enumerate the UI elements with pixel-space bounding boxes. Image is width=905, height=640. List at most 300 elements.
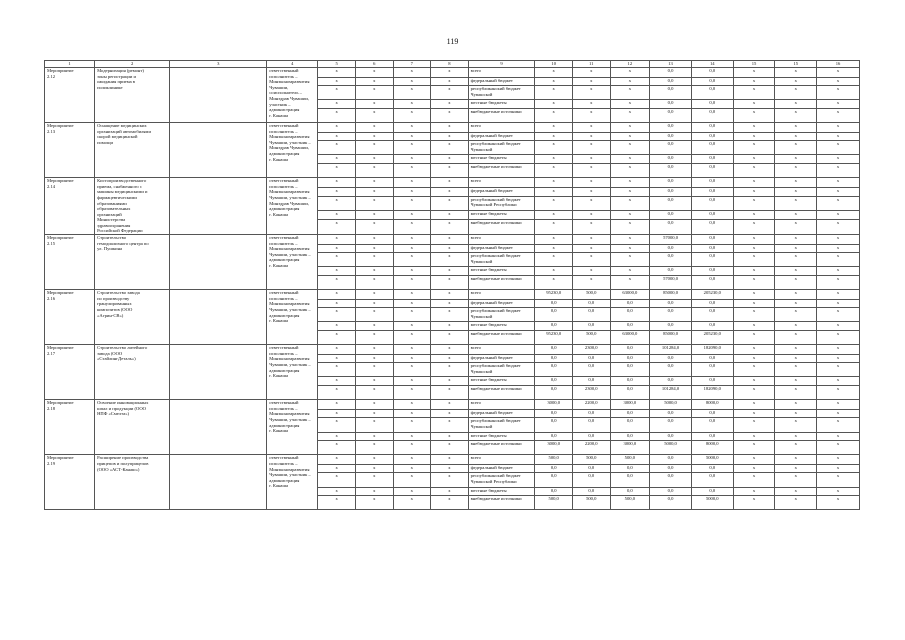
amount-cell: 0,0 [610,386,650,400]
amount-cell: 0,0 [572,487,610,496]
measure-description: Строительство завода по производству гранулированных композитов (ООО «Агрин-СВ») [95,290,170,345]
amount-cell: x [733,308,775,322]
responsible-executor: ответственный исполнитель – Минэкономразвития Чувашии, участник – Минздрав Чувашии, администрация г. Канаша [267,178,318,235]
amount-cell: 0,0 [650,418,692,432]
amount-cell: 0,0 [691,267,733,276]
amount-cell: x [775,267,817,276]
funding-source: федеральный бюджет [468,244,535,253]
funding-source: внебюджетные источники [468,386,535,400]
measure-description: Строительство литейного завода (ООО «СтайлингДеталь») [95,345,170,400]
amount-cell: x [733,464,775,473]
code-cell: x [431,400,469,410]
amount-cell: x [817,155,860,164]
code-cell: x [355,386,393,400]
amount-cell: 0,0 [691,141,733,155]
amount-cell: x [535,77,573,86]
code-cell: x [355,308,393,322]
funding-source: республиканский бюджет Чувашской [468,308,535,322]
amount-cell: x [775,211,817,220]
column-number: 9 [468,61,535,68]
amount-cell: 0,0 [535,354,573,363]
funding-source: республиканский бюджет Чувашской Республики [468,473,535,487]
measure-number: Мероприятие 2.14 [45,178,95,235]
amount-cell: x [775,345,817,355]
amount-cell: x [817,141,860,155]
amount-cell: x [775,123,817,133]
code-cell: x [393,187,431,196]
amount-cell: 0,0 [650,308,692,322]
column-number: 8 [431,61,469,68]
amount-cell: x [817,400,860,410]
code-cell: x [393,322,431,331]
funding-source: федеральный бюджет [468,77,535,86]
amount-cell: 0,0 [610,464,650,473]
amount-cell: x [733,322,775,331]
amount-cell: x [817,354,860,363]
code-cell: x [393,345,431,355]
amount-cell: 0,0 [691,354,733,363]
code-cell: x [393,86,431,100]
funding-source: местные бюджеты [468,432,535,441]
code-cell: x [393,432,431,441]
amount-cell: 500,0 [572,290,610,300]
amount-cell: x [733,163,775,177]
code-cell: x [355,68,393,78]
code-cell: x [393,464,431,473]
code-cell: x [318,86,356,100]
amount-cell: 5000,0 [650,441,692,455]
amount-cell: 0,0 [650,432,692,441]
amount-cell: 0,0 [650,155,692,164]
amount-cell: x [775,108,817,122]
empty-cell [170,455,267,510]
amount-cell: x [535,123,573,133]
amount-cell: x [610,244,650,253]
amount-cell: 5000,0 [691,496,733,510]
code-cell: x [393,77,431,86]
code-cell: x [355,455,393,465]
amount-cell: 0,0 [650,473,692,487]
amount-cell: x [775,308,817,322]
measure-description: Кистопроизводственного приема, снабженного с машины медицинскими и фармацевтическими образованиями образовательных организаций Министерства здравоохранения Российской Федерации [95,178,170,235]
code-cell: x [355,432,393,441]
code-cell: x [355,441,393,455]
responsible-executor: ответственный исполнитель – Минэкономразвития Чувашии, соисполнитель – Минздрав Чувашии, участник – администрация г. Канаша [267,68,318,123]
amount-cell: x [572,178,610,188]
code-cell: x [355,400,393,410]
code-cell: x [318,196,356,211]
funding-source: местные бюджеты [468,377,535,386]
funding-source: всего [468,290,535,300]
amount-cell: 0,0 [610,432,650,441]
code-cell: x [431,267,469,276]
code-cell: x [431,322,469,331]
amount-cell: x [817,68,860,78]
amount-cell: x [535,244,573,253]
code-cell: x [318,345,356,355]
amount-cell: x [775,432,817,441]
amount-cell: 0,0 [572,473,610,487]
amount-cell: x [610,86,650,100]
amount-cell: 182090,0 [691,386,733,400]
funding-source: внебюджетные источники [468,220,535,235]
code-cell: x [355,235,393,245]
amount-cell: 0,0 [691,123,733,133]
amount-cell: 0,0 [650,455,692,465]
code-cell: x [318,400,356,410]
amount-cell: x [817,299,860,308]
code-cell: x [393,299,431,308]
amount-cell: x [817,163,860,177]
funding-source: внебюджетные источники [468,331,535,345]
amount-cell: x [775,496,817,510]
code-cell: x [355,299,393,308]
code-cell: x [355,211,393,220]
amount-cell: 0,0 [650,68,692,78]
funding-source: республиканский бюджет Чувашской Республики [468,196,535,211]
code-cell: x [393,275,431,289]
funding-source: федеральный бюджет [468,132,535,141]
amount-cell: x [817,418,860,432]
amount-cell: 0,0 [650,496,692,510]
measure-number: Мероприятие 2.19 [45,455,95,510]
amount-cell: 0,0 [535,322,573,331]
amount-cell: x [572,244,610,253]
empty-cell [170,290,267,345]
amount-cell: 8000,0 [691,441,733,455]
amount-cell: 0,0 [691,68,733,78]
amount-cell: x [572,155,610,164]
code-cell: x [318,354,356,363]
code-cell: x [431,196,469,211]
code-cell: x [431,220,469,235]
code-cell: x [355,196,393,211]
funding-source: всего [468,455,535,465]
column-number: 10 [535,61,573,68]
code-cell: x [393,455,431,465]
amount-cell: 0,0 [650,77,692,86]
amount-cell: x [733,253,775,267]
amount-cell: 0,0 [691,363,733,377]
empty-cell [170,235,267,290]
amount-cell: x [775,487,817,496]
amount-cell: 0,0 [610,409,650,418]
amount-cell: 0,0 [610,354,650,363]
amount-cell: 63000,0 [610,290,650,300]
column-number: 11 [572,61,610,68]
table-row [45,455,860,465]
amount-cell: x [733,77,775,86]
measure-description: Расширение производства прицепов и полуприцепов (ООО «АСТ-Канаш») [95,455,170,510]
amount-cell: x [572,220,610,235]
code-cell: x [431,235,469,245]
amount-cell: 500,0 [535,496,573,510]
amount-cell: x [733,196,775,211]
amount-cell: x [535,132,573,141]
amount-cell: 2200,0 [572,441,610,455]
amount-cell: x [733,432,775,441]
amount-cell: x [775,100,817,109]
amount-cell: x [817,409,860,418]
amount-cell: 500,0 [572,496,610,510]
code-cell: x [393,441,431,455]
code-cell: x [355,354,393,363]
amount-cell: x [817,100,860,109]
code-cell: x [431,487,469,496]
funding-source: местные бюджеты [468,155,535,164]
column-number: 13 [650,61,692,68]
code-cell: x [431,77,469,86]
amount-cell: 205230,0 [691,331,733,345]
amount-cell: 0,0 [572,322,610,331]
amount-cell: x [817,123,860,133]
amount-cell: x [535,220,573,235]
funding-source: республиканский бюджет Чувашской [468,86,535,100]
amount-cell: 0,0 [650,299,692,308]
amount-cell: x [610,235,650,245]
amount-cell: x [775,68,817,78]
measure-description: Строительство гемодиализного центра по ул. Пушкина [95,235,170,290]
amount-cell: 0,0 [535,473,573,487]
amount-cell: 0,0 [650,108,692,122]
amount-cell: x [817,132,860,141]
amount-cell: x [817,322,860,331]
column-number: 7 [393,61,431,68]
empty-cell [170,345,267,400]
code-cell: x [431,308,469,322]
code-cell: x [355,244,393,253]
amount-cell: x [775,196,817,211]
funding-source: местные бюджеты [468,267,535,276]
code-cell: x [393,235,431,245]
code-cell: x [431,418,469,432]
amount-cell: 0,0 [535,418,573,432]
amount-cell: x [535,253,573,267]
amount-cell: x [817,363,860,377]
amount-cell: 0,0 [691,235,733,245]
code-cell: x [393,267,431,276]
code-cell: x [393,418,431,432]
amount-cell: x [733,123,775,133]
amount-cell: 0,0 [572,354,610,363]
amount-cell: x [775,163,817,177]
code-cell: x [355,363,393,377]
table-row [45,178,860,188]
amount-cell: 0,0 [691,322,733,331]
code-cell: x [355,155,393,164]
amount-cell: x [535,86,573,100]
amount-cell: 0,0 [691,220,733,235]
amount-cell: x [775,178,817,188]
amount-cell: x [817,220,860,235]
amount-cell: 0,0 [610,418,650,432]
amount-cell: x [733,345,775,355]
amount-cell: 0,0 [535,299,573,308]
amount-cell: x [733,386,775,400]
code-cell: x [318,187,356,196]
amount-cell: x [535,155,573,164]
amount-cell: x [775,244,817,253]
amount-cell: 95230,0 [535,331,573,345]
amount-cell: x [775,455,817,465]
amount-cell: x [775,187,817,196]
amount-cell: x [733,418,775,432]
amount-cell: x [610,155,650,164]
code-cell: x [393,290,431,300]
code-cell: x [318,299,356,308]
amount-cell: x [733,187,775,196]
amount-cell: 0,0 [650,141,692,155]
amount-cell: x [775,220,817,235]
code-cell: x [355,464,393,473]
amount-cell: 0,0 [650,253,692,267]
amount-cell: 3000,0 [610,441,650,455]
amount-cell: 0,0 [572,299,610,308]
amount-cell: x [733,155,775,164]
column-number: 14 [691,61,733,68]
code-cell: x [318,308,356,322]
amount-cell: x [817,196,860,211]
amount-cell: 0,0 [691,211,733,220]
amount-cell: x [610,220,650,235]
measure-number: Мероприятие 2.12 [45,68,95,123]
code-cell: x [318,235,356,245]
code-cell: x [355,141,393,155]
column-number: 15 [733,61,775,68]
code-cell: x [393,123,431,133]
amount-cell: x [733,86,775,100]
code-cell: x [318,100,356,109]
amount-cell: x [535,163,573,177]
code-cell: x [393,178,431,188]
funding-source: местные бюджеты [468,487,535,496]
amount-cell: 0,0 [691,163,733,177]
amount-cell: x [572,275,610,289]
amount-cell: x [775,155,817,164]
funding-source: всего [468,123,535,133]
amount-cell: 0,0 [572,432,610,441]
empty-cell [170,123,267,178]
amount-cell: x [572,123,610,133]
code-cell: x [318,331,356,345]
amount-cell: 95230,0 [535,290,573,300]
amount-cell: x [572,253,610,267]
funding-source: федеральный бюджет [468,187,535,196]
amount-cell: 3000,0 [535,400,573,410]
code-cell: x [355,100,393,109]
amount-cell: 0,0 [535,377,573,386]
budget-table [44,60,860,510]
amount-cell: 0,0 [650,267,692,276]
amount-cell: 3000,0 [535,441,573,455]
amount-cell: x [535,267,573,276]
amount-cell: x [775,409,817,418]
code-cell: x [318,473,356,487]
code-cell: x [393,132,431,141]
code-cell: x [355,496,393,510]
code-cell: x [393,253,431,267]
code-cell: x [318,418,356,432]
amount-cell: x [535,108,573,122]
amount-cell: 0,0 [691,432,733,441]
column-number: 15 [775,61,817,68]
amount-cell: x [817,386,860,400]
amount-cell: x [733,377,775,386]
amount-cell: 500,0 [610,455,650,465]
measure-description: Модернизация (ремонт) зоны регистрации и ожидания приема в поликлинике [95,68,170,123]
amount-cell: x [535,141,573,155]
code-cell: x [431,86,469,100]
amount-cell: x [733,132,775,141]
amount-cell: 0,0 [650,377,692,386]
code-cell: x [318,409,356,418]
measure-number: Мероприятие 2.17 [45,345,95,400]
amount-cell: 0,0 [650,487,692,496]
amount-cell: 0,0 [691,155,733,164]
amount-cell: x [733,455,775,465]
amount-cell: x [775,386,817,400]
funding-source: федеральный бюджет [468,409,535,418]
amount-cell: 0,0 [610,377,650,386]
code-cell: x [393,100,431,109]
code-cell: x [431,299,469,308]
responsible-executor: ответственный исполнитель – Минэкономразвития Чувашии, участник – администрация г. Канаша [267,235,318,290]
code-cell: x [431,155,469,164]
amount-cell: 0,0 [535,363,573,377]
code-cell: x [431,275,469,289]
column-number: 12 [610,61,650,68]
code-cell: x [393,386,431,400]
amount-cell: 0,0 [650,196,692,211]
code-cell: x [355,487,393,496]
code-cell: x [318,220,356,235]
amount-cell: x [733,100,775,109]
amount-cell: x [775,354,817,363]
code-cell: x [393,196,431,211]
amount-cell: x [733,290,775,300]
code-cell: x [431,108,469,122]
code-cell: x [393,308,431,322]
column-number: 5 [318,61,356,68]
amount-cell: x [610,275,650,289]
amount-cell: x [733,354,775,363]
amount-cell: 0,0 [650,464,692,473]
amount-cell: x [535,196,573,211]
amount-cell: x [733,275,775,289]
amount-cell: x [733,496,775,510]
amount-cell: 8000,0 [691,400,733,410]
code-cell: x [393,220,431,235]
amount-cell: 0,0 [650,409,692,418]
code-cell: x [393,331,431,345]
code-cell: x [393,409,431,418]
amount-cell: x [817,187,860,196]
amount-cell: x [733,363,775,377]
funding-source: всего [468,235,535,245]
code-cell: x [431,441,469,455]
responsible-executor: ответственный исполнитель – Минэкономразвития Чувашии, участник – администрация г. Канаша [267,400,318,455]
amount-cell: x [610,108,650,122]
table-row [45,68,860,78]
amount-cell: x [817,331,860,345]
amount-cell: 2300,0 [572,386,610,400]
amount-cell: 0,0 [535,308,573,322]
code-cell: x [431,178,469,188]
code-cell: x [318,496,356,510]
code-cell: x [431,163,469,177]
amount-cell: 0,0 [650,178,692,188]
amount-cell: x [535,178,573,188]
